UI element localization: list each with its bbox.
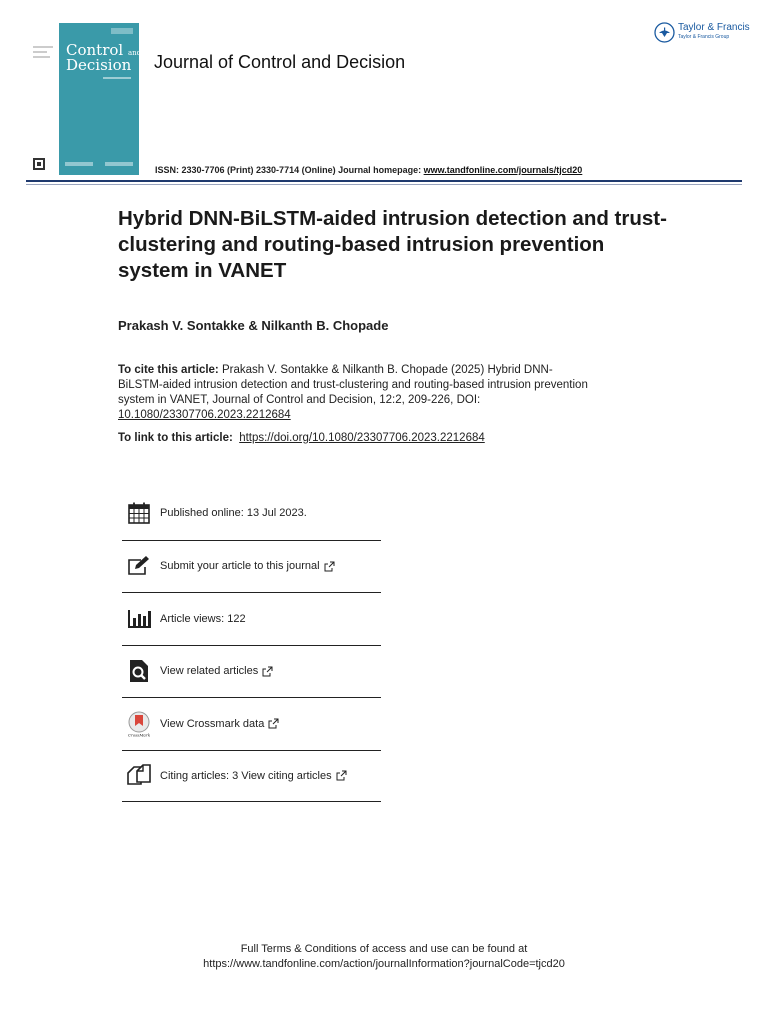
publisher-name: Taylor & Francis: [678, 22, 750, 33]
cover-issn-tag: [111, 28, 133, 34]
published-online-item: [122, 487, 381, 540]
citing-articles-link[interactable]: Citing articles: 3 View citing articles: [160, 769, 332, 782]
crossmark-label: CrossMark: [127, 732, 151, 738]
related-articles-item[interactable]: [122, 645, 381, 698]
issn-text: ISSN: 2330-7706 (Print) 2330-7714 (Online) Journal homepage:: [155, 165, 422, 175]
calendar-icon: [126, 500, 152, 526]
cover-title-line1: Control and: [66, 41, 142, 59]
crossmark-link[interactable]: View Crossmark data: [160, 717, 265, 730]
submit-article-item[interactable]: [122, 540, 381, 593]
taylor-francis-icon: [654, 22, 675, 43]
terms-url-link[interactable]: https://www.tandfonline.com/action/journalInformation?journalCode=tjcd20: [203, 958, 565, 970]
terms-line: Full Terms & Conditions of access and use can be found at: [240, 943, 528, 955]
journal-homepage-link[interactable]: www.tandfonline.com/journals/tjcd20: [423, 165, 583, 175]
submit-article-link[interactable]: Submit your article to this journal: [160, 560, 320, 573]
journal-cover[interactable]: [59, 23, 142, 175]
cover-sidebar-text: [33, 46, 53, 61]
article-info-list: [122, 487, 381, 802]
search-document-icon: [126, 658, 152, 684]
published-online-text: Published online: 13 Jul 2023.: [160, 507, 307, 520]
publisher-group: Taylor & Francis Group: [678, 34, 730, 40]
cover-subtitle: [103, 77, 131, 79]
publisher-logo[interactable]: [654, 22, 750, 43]
external-link-icon: [324, 561, 335, 572]
external-link-icon: [268, 718, 279, 729]
terms-footer: [0, 942, 768, 972]
article-authors: Prakash V. Sontakke & Nilkanth B. Chopade: [118, 318, 389, 333]
qr-code-icon: [33, 158, 45, 170]
citation-block: [118, 363, 588, 423]
external-link-icon: [336, 770, 347, 781]
crossmark-item[interactable]: [122, 697, 381, 750]
article-views-item: [122, 592, 381, 645]
link-label: To link to this article:: [118, 432, 233, 444]
journal-title: Journal of Control and Decision: [154, 52, 406, 72]
header-divider: [26, 180, 742, 182]
bar-chart-icon: [126, 606, 152, 632]
header-divider-thin: [26, 184, 742, 185]
article-views-text: Article views: 122: [160, 612, 246, 625]
citing-articles-item[interactable]: [122, 750, 381, 803]
article-title: Hybrid DNN-BiLSTM-aided intrusion detection and trust-clustering and routing-based intrusion prevention system in VANET: [118, 207, 667, 282]
citing-articles-icon: [126, 763, 152, 789]
issn-line: [155, 165, 582, 175]
cover-footer-logos: [65, 162, 133, 168]
cite-doi-link[interactable]: 10.1080/23307706.2023.2212684: [118, 409, 291, 421]
related-articles-link[interactable]: View related articles: [160, 665, 259, 678]
article-doi-link[interactable]: https://doi.org/10.1080/23307706.2023.2212684: [239, 432, 485, 444]
edit-icon: [126, 553, 152, 579]
article-link-line: [118, 432, 485, 444]
cover-title-line2: Decision: [66, 56, 132, 74]
cite-label: To cite this article:: [118, 364, 219, 376]
crossmark-icon: [126, 711, 152, 737]
external-link-icon: [262, 666, 273, 677]
cite-text: Prakash V. Sontakke & Nilkanth B. Chopade (2025) Hybrid DNN-BiLSTM-aided intrusion detection and trust-clustering and routing-based intrusion prevention system in VANET, Journal of Control and Decision, 12:2, 209-226, DOI:: [118, 364, 588, 406]
